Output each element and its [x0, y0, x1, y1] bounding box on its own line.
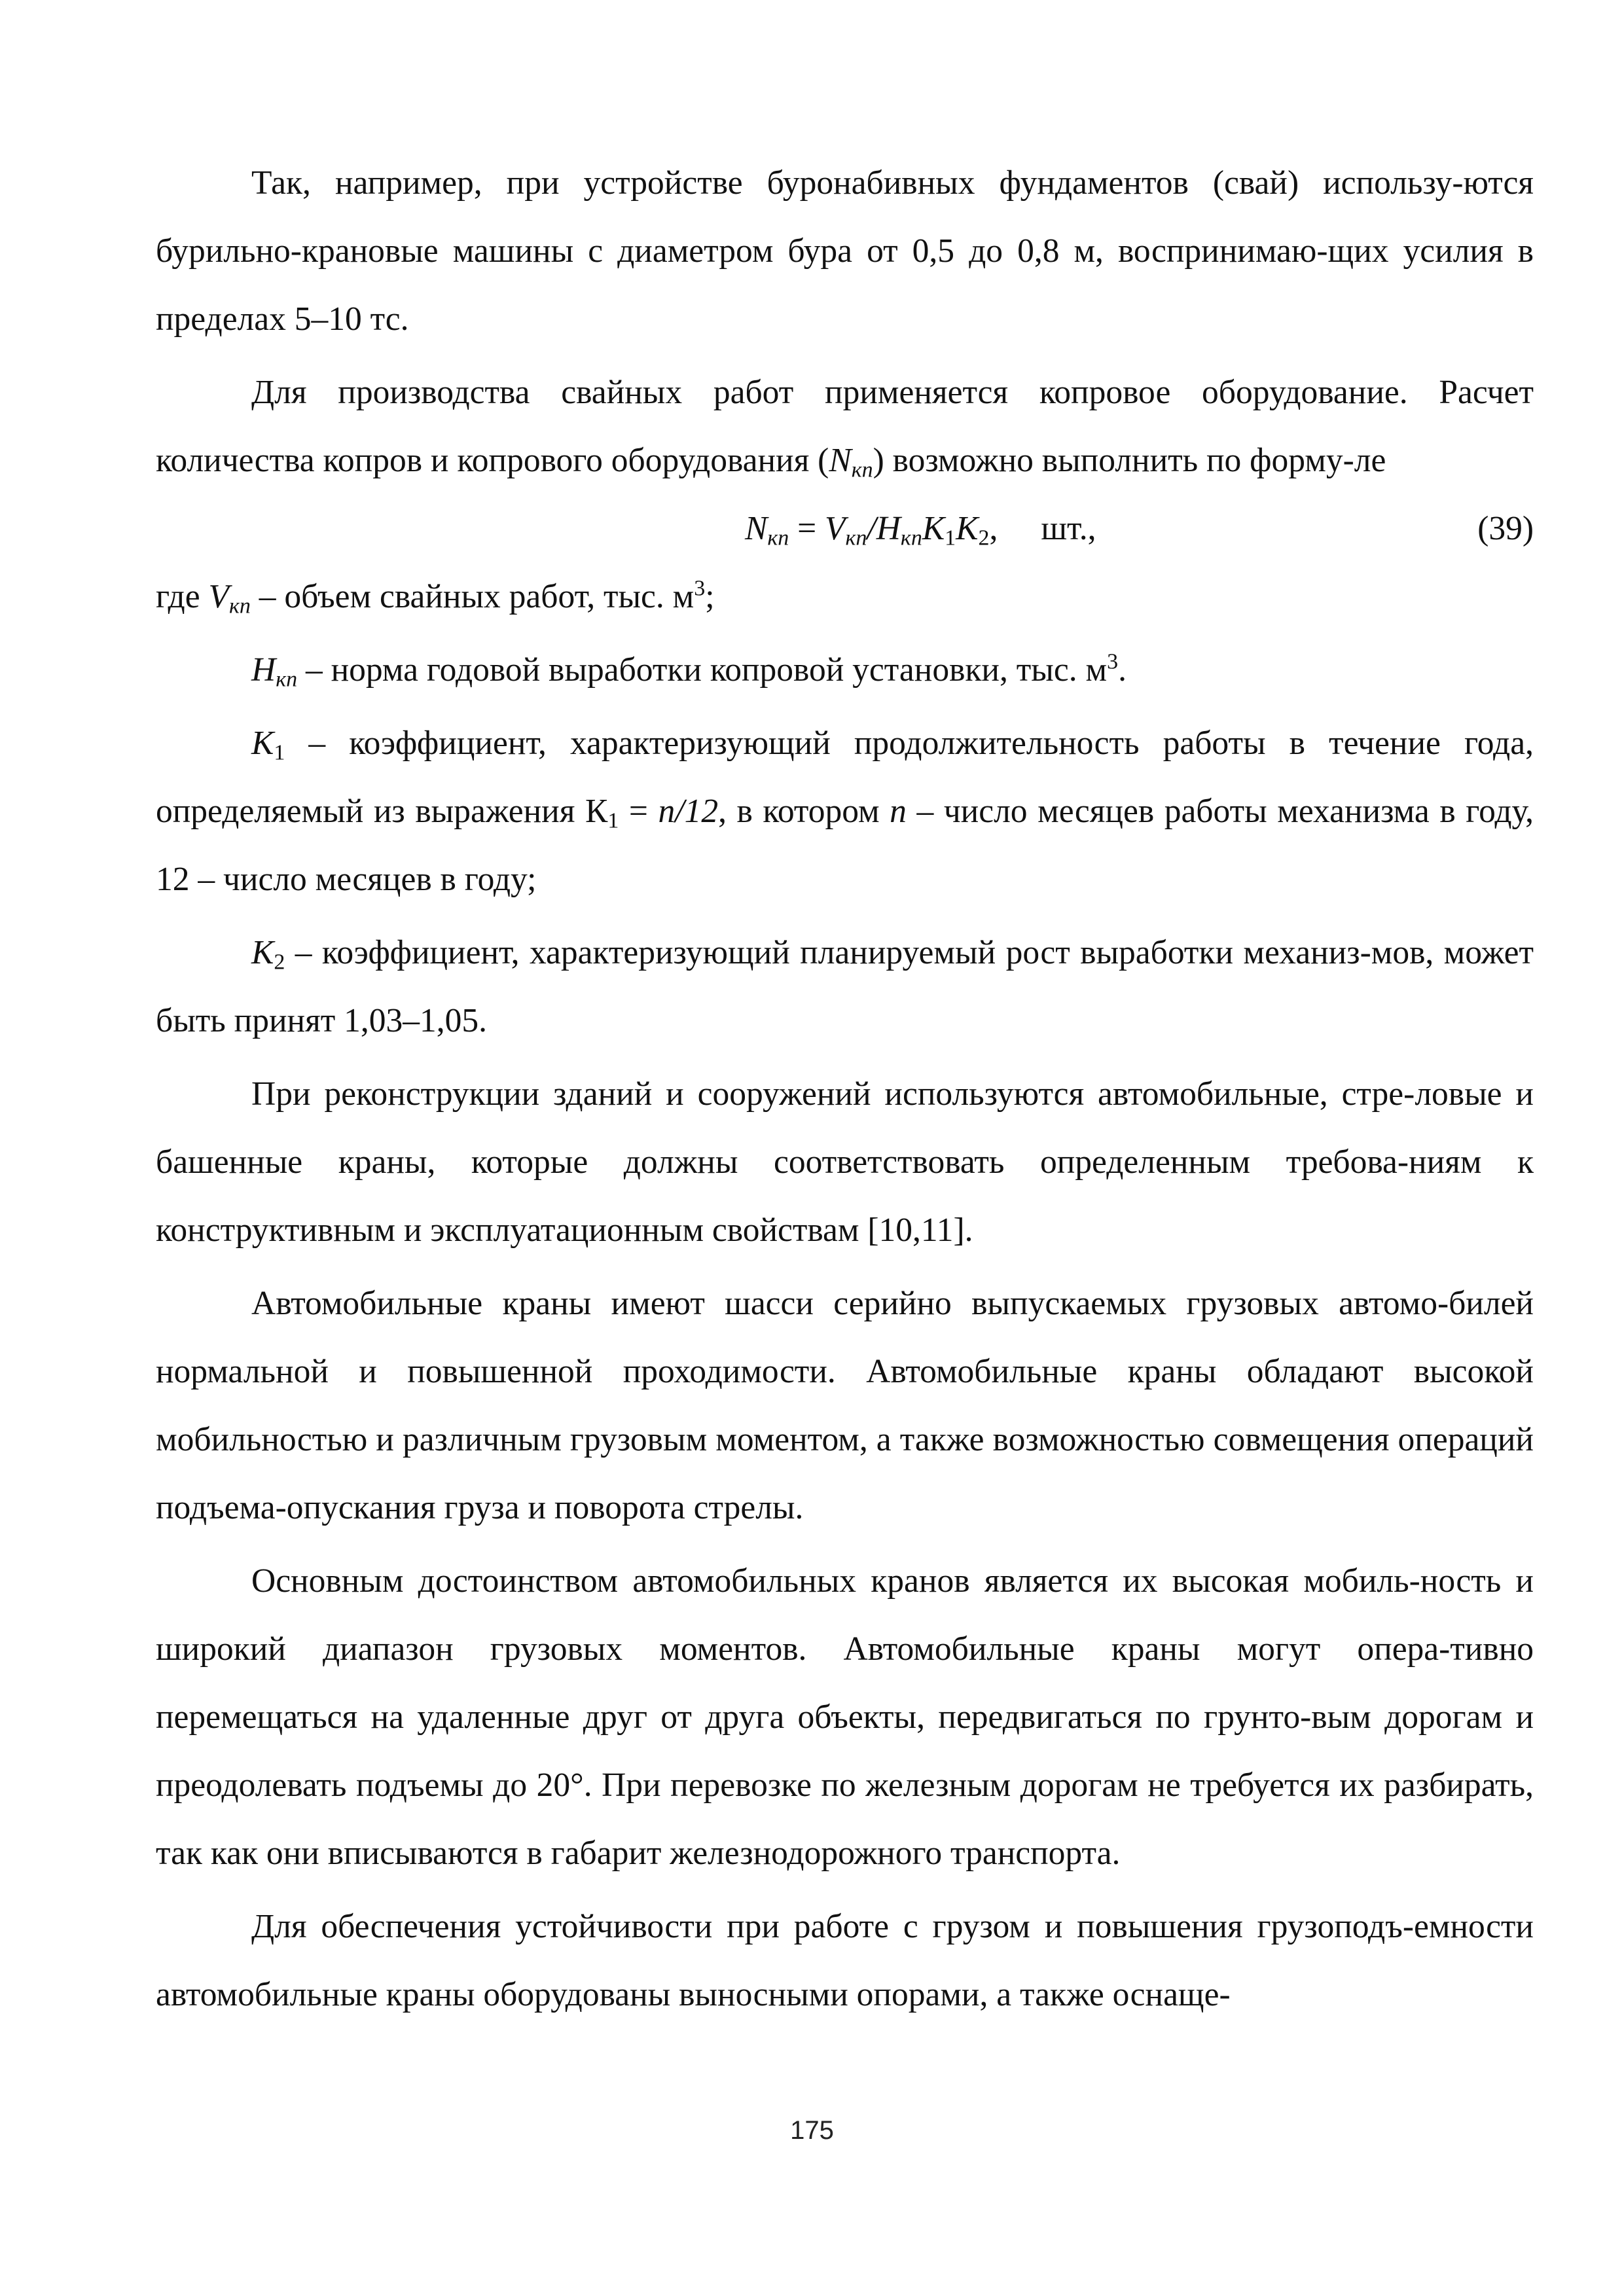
definition-k2-text: – коэффициент, характеризующий планируемый рост выработки механиз-мов, может быть принят 1,03–1,05.	[156, 934, 1534, 1039]
definition-k1-expr: n/12	[658, 793, 719, 830]
formula-n: N	[745, 510, 768, 547]
formula-39	[156, 495, 1534, 563]
paragraph-truck-cranes: Автомобильные краны имеют шасси серийно выпускаемых грузовых автомо-билей нормальной и повышенной проходимости. Автомобильные краны обладают высокой мобильностью и различным грузовым моментом, а также возможностью совмещения операций подъема-опускания груза и поворота стрелы.	[156, 1285, 1534, 1526]
paragraph-stability: Для обеспечения устойчивости при работе с грузом и повышения грузоподъ-емности автомобильные краны оборудованы выносными опорами, а также оснаще-	[156, 1908, 1534, 2013]
formula-k1-sub: 1	[945, 526, 956, 550]
definition-v	[156, 563, 1534, 631]
pile-driving-text-a: Для производства свайных работ применяется копровое оборудование. Расчет количества копров и копрового оборудования (	[156, 374, 1534, 479]
definition-k1-text-a: – коэффициент, характеризующий продолжительность работы в течение года, определяемый из выражения К	[156, 725, 1534, 830]
formula-h-sub: кп	[900, 526, 922, 550]
body-text	[156, 149, 1534, 2029]
equation-number: (39)	[1477, 510, 1534, 547]
page-number: 175	[790, 2116, 834, 2145]
definition-h-sup: 3	[1107, 649, 1119, 674]
definition-k1	[156, 709, 1534, 914]
formula-n-sub: кп	[767, 526, 789, 550]
definition-h	[156, 636, 1534, 704]
paragraph-cranes: При реконструкции зданий и сооружений используются автомобильные, стре-ловые и башенные краны, которые должны соответствовать определенным требова-ниям к конструктивным и эксплуатационным свойствам [10,11].	[156, 1075, 1534, 1249]
definition-v-sup: 3	[694, 576, 706, 601]
paragraph-pile-driving	[156, 359, 1534, 495]
formula-h: H	[876, 510, 901, 547]
paragraph-advantages: Основным достоинством автомобильных кранов является их высокая мобиль-ность и широкий диапазон грузовых моментов. Автомобильные краны могут опера-тивно перемещаться на удаленные друг от друга объекты, передвигаться по грунто-вым дорогам и преодолевать подъемы до 20°. При перевозке по железным дорогам не требуется их разбирать, так как они вписываются в габарит железнодорожного транспорта.	[156, 1562, 1534, 1872]
definition-k1-text-c: , в котором	[718, 793, 890, 830]
formula-expression	[745, 495, 1096, 563]
definition-v-prefix: где	[156, 578, 209, 615]
definition-k1-text-b: =	[619, 793, 659, 830]
definition-v-text: – объем свайных работ, тыс. м	[250, 578, 695, 615]
definition-k1-k-sub: 1	[607, 808, 619, 833]
definition-k2-symbol: K	[251, 934, 274, 971]
pile-driving-var: N	[829, 442, 852, 479]
definition-v-symbol: V	[208, 578, 229, 615]
formula-slash: /	[867, 510, 876, 547]
formula-eq: =	[789, 510, 825, 547]
definition-h-end: .	[1118, 651, 1127, 689]
definition-k2	[156, 919, 1534, 1055]
formula-k2: K	[956, 510, 979, 547]
definition-k2-sub: 2	[274, 950, 285, 975]
definition-v-sub: кп	[228, 594, 251, 619]
formula-k1: K	[922, 510, 945, 547]
definition-k1-symbol: K	[251, 725, 274, 762]
definition-v-end: ;	[705, 578, 715, 615]
definition-h-symbol: H	[251, 651, 276, 689]
formula-v: V	[825, 510, 846, 547]
definition-k1-sub: 1	[274, 740, 285, 765]
definition-k1-text-d: – число месяцев работы механизма в году, 12 – число месяцев в году;	[156, 793, 1534, 898]
pile-driving-text-b: ) возможно выполнить по форму-ле	[873, 442, 1386, 479]
definition-h-sub: кп	[276, 667, 298, 692]
definition-k1-n: n	[890, 793, 907, 830]
paragraph-bored-piles: Так, например, при устройстве буронабивных фундаментов (свай) использу-ются бурильно-крановые машины с диаметром бура от 0,5 до 0,8 м, воспринимаю-щих усилия в пределах 5–10 тс.	[156, 164, 1534, 338]
formula-comma: ,	[989, 510, 998, 547]
formula-v-sub: кп	[845, 526, 867, 550]
formula-unit: шт.,	[1041, 510, 1096, 547]
pile-driving-var-sub: кп	[851, 457, 873, 482]
definition-h-text: – норма годовой выработки копровой установки, тыс. м	[297, 651, 1108, 689]
formula-k2-sub: 2	[978, 526, 990, 550]
